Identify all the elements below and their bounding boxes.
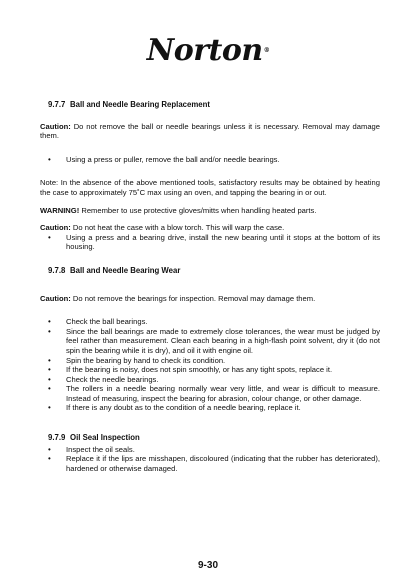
registered-mark: ®: [263, 47, 270, 54]
page-number: 9-30: [197, 560, 218, 571]
caution-text: Do not heat the case with a blow torch. This will warp the case.: [70, 223, 285, 233]
section-heading-979: [48, 433, 380, 443]
list-item: • Using a press or puller, remove the ball and/or needle bearings.: [66, 155, 380, 165]
list-item: • If there is any doubt as to the condition of a needle bearing, replace it.: [66, 403, 380, 413]
section-title: Ball and Needle Bearing Wear: [70, 265, 181, 275]
section-heading-977: [48, 100, 380, 110]
page-content: [40, 100, 380, 481]
note-paragraph: Note: In the absence of the above mentioned tools, satisfactory results may be obtained by heating the case to approximately 75˚C max using an oven, and tapping the bearing in or out.: [40, 178, 380, 197]
list-item: • If the bearing is noisy, does not spin smoothly, or has any tight spots, replace it.: [66, 365, 380, 375]
list-item: • Check the needle bearings.: [66, 375, 380, 385]
bullet-list-979: [40, 445, 380, 474]
bullet-list-977-a: [40, 155, 380, 165]
list-item: • Since the ball bearings are made to extremely close tolerances, the wear must be judged by feel rather than measurement. Clean each bearing in a high-flash point solvent, dry it (do not spin the bearing while it is dry), and oil it with engine oil.: [66, 327, 380, 356]
section-number: 9.7.7: [48, 100, 66, 109]
section-heading-978: [48, 266, 380, 276]
caution-paragraph-2: [40, 223, 380, 233]
section-number: 9.7.8: [48, 265, 66, 275]
warning-text: Remember to use protective gloves/mitts when handling heated parts.: [79, 205, 317, 215]
list-item: • Check the ball bearings.: [66, 317, 380, 327]
caution-label: Caution:: [40, 293, 71, 303]
caution-paragraph: [40, 122, 380, 141]
norton-logo: [0, 34, 416, 68]
caution-paragraph-978: [40, 294, 380, 304]
list-item: • Spin the bearing by hand to check its condition.: [66, 356, 380, 366]
warning-label: WARNING!: [40, 205, 80, 215]
list-item: • Inspect the oil seals.: [66, 445, 380, 455]
warning-paragraph: [40, 206, 380, 216]
list-item: • Replace it if the lips are misshapen, discoloured (indicating that the rubber has deteriorated), hardened or otherwise damaged.: [66, 454, 380, 473]
caution-label: Caution:: [40, 223, 71, 233]
logo-text: Norton: [146, 33, 263, 68]
section-number: 9.7.9: [48, 433, 66, 443]
list-item: • Using a press and a bearing drive, install the new bearing until it stops at the bottom of its housing.: [66, 233, 380, 252]
section-title: Ball and Needle Bearing Replacement: [70, 100, 210, 109]
bullet-list-978: [40, 317, 380, 413]
caution-text: Do not remove the ball or needle bearings unless it is necessary. Removal may damage them.: [40, 121, 380, 141]
caution-text: Do not remove the bearings for inspection. Removal may damage them.: [70, 293, 316, 303]
section-title: Oil Seal Inspection: [70, 433, 140, 443]
caution-label: Caution:: [40, 121, 71, 131]
bullet-list-977-b: [40, 233, 380, 252]
list-item: • The rollers in a needle bearing normally wear very little, and wear is difficult to measure. Instead of measuring, inspect the bearing for abrasion, colour change, or other damage.: [66, 384, 380, 403]
